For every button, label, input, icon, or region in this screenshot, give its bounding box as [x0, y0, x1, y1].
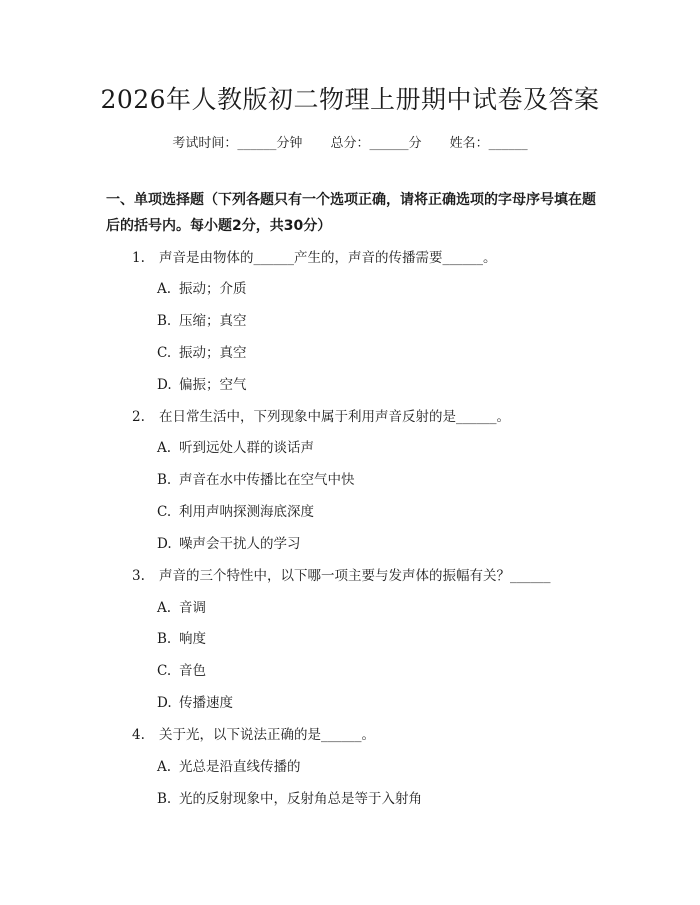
option-text: 响度: [179, 631, 206, 647]
question-number: 2.: [132, 409, 145, 425]
student-name-field: 姓名：______: [449, 136, 528, 151]
option-letter: B.: [157, 631, 172, 647]
question-1: [132, 246, 497, 266]
question-number: 4.: [132, 727, 145, 743]
question-text: 在日常生活中，下列现象中属于利用声音反射的是______。: [159, 409, 510, 425]
option-1c: [157, 341, 247, 361]
option-letter: B.: [157, 472, 172, 488]
option-letter: C.: [157, 504, 172, 520]
option-letter: D.: [157, 536, 172, 552]
option-3a: [157, 596, 206, 616]
question-4: [132, 723, 375, 743]
option-2d: [157, 532, 301, 552]
question-text: 声音是由物体的______产生的，声音的传播需要______。: [159, 250, 497, 266]
option-letter: B.: [157, 791, 172, 807]
option-text: 噪声会干扰人的学习: [179, 536, 301, 552]
option-text: 音色: [179, 663, 206, 679]
option-letter: A.: [157, 759, 172, 775]
question-3: [132, 564, 551, 584]
page-title: 2026年人教版初二物理上册期中试卷及答案: [100, 85, 600, 114]
option-letter: C.: [157, 345, 172, 361]
option-letter: B.: [157, 313, 172, 329]
total-score-field: 总分：______分: [330, 136, 422, 151]
option-text: 压缩；真空: [179, 313, 247, 329]
option-text: 利用声呐探测海底深度: [179, 504, 314, 520]
option-4b: [157, 787, 422, 807]
option-text: 振动；介质: [179, 281, 247, 297]
question-text: 关于光，以下说法正确的是______。: [159, 727, 375, 743]
question-text: 声音的三个特性中，以下哪一项主要与发声体的振幅有关？______: [159, 568, 551, 584]
option-text: 音调: [179, 600, 206, 616]
option-3c: [157, 659, 206, 679]
option-text: 听到远处人群的谈话声: [179, 440, 314, 456]
exam-meta: [0, 132, 700, 151]
option-2a: [157, 436, 314, 456]
option-letter: A.: [157, 600, 172, 616]
option-text: 光的反射现象中，反射角总是等于入射角: [179, 791, 422, 807]
question-number: 3.: [132, 568, 145, 584]
option-4a: [157, 755, 301, 775]
option-3d: [157, 691, 233, 711]
question-2: [132, 405, 510, 425]
option-text: 光总是沿直线传播的: [179, 759, 301, 775]
option-2b: [157, 468, 355, 488]
option-1b: [157, 309, 247, 329]
exam-time-field: 考试时间：______分钟: [172, 136, 303, 151]
option-1a: [157, 277, 247, 297]
section-header: 一、单项选择题（下列各题只有一个选项正确，请将正确选项的字母序号填在题后的括号内。每小题2分，共30分）: [106, 192, 596, 234]
option-2c: [157, 500, 314, 520]
question-number: 1.: [132, 250, 145, 266]
option-letter: D.: [157, 695, 172, 711]
option-1d: [157, 373, 247, 393]
option-text: 传播速度: [179, 695, 233, 711]
option-letter: D.: [157, 377, 172, 393]
option-letter: A.: [157, 440, 172, 456]
option-3b: [157, 627, 206, 647]
option-text: 声音在水中传播比在空气中快: [179, 472, 355, 488]
option-text: 偏振；空气: [179, 377, 247, 393]
option-letter: C.: [157, 663, 172, 679]
option-text: 振动；真空: [179, 345, 247, 361]
option-letter: A.: [157, 281, 172, 297]
